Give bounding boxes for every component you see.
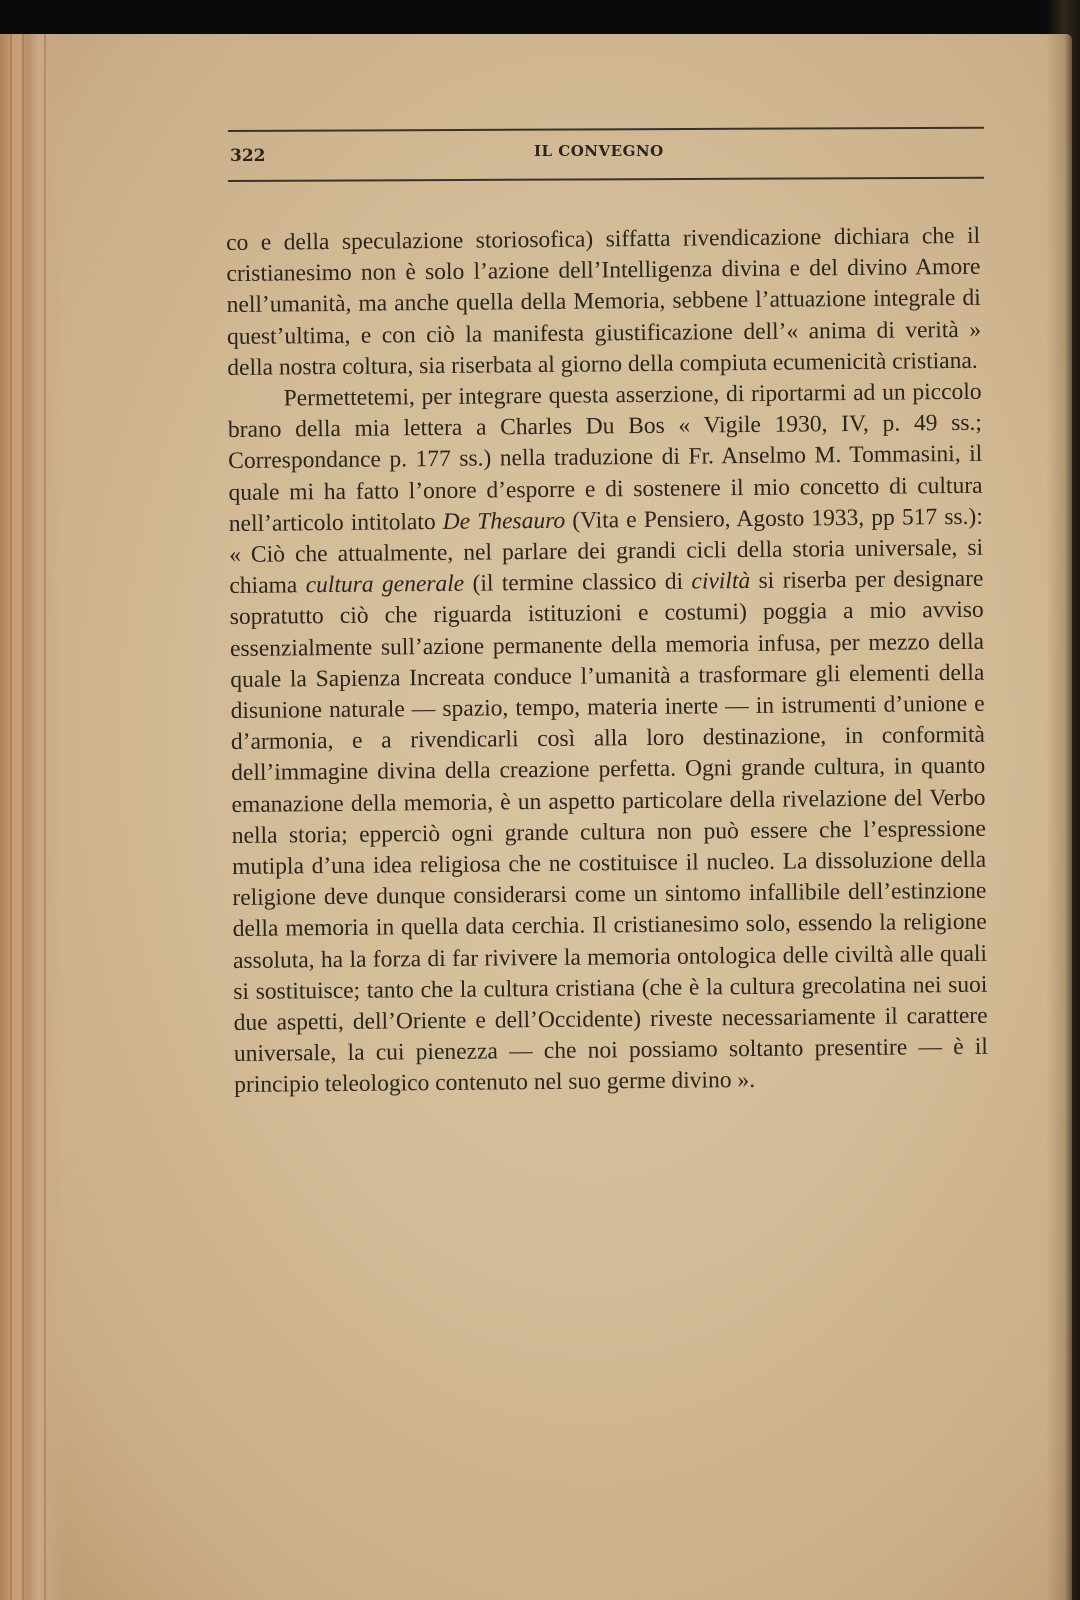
paragraph-2-text-e: (il termine classico di (464, 568, 692, 597)
italic-title-de-thesauro: De Thesauro (442, 507, 566, 535)
page-number: 322 (230, 146, 266, 166)
paragraph-1: co e della speculazione storiosofica) siffatta rivendicazione dichiara che il cristianesimo non è solo l’azione dell’Intelligenza divina e del divino Amore nell’umanità, ma anche quella della Memoria, sebbene l’attuazione integrale di quest’ultima, e con ciò la manifesta giustificazione dell’« anima di verità » della nostra coltura, sia riserbata al giorno della compiuta ecumenicità cristiana. (226, 222, 982, 381)
paragraph-2 (227, 377, 988, 1102)
page-gutter-shadow (1046, 0, 1080, 1600)
running-head: IL CONVEGNO (534, 142, 664, 160)
body-text (226, 221, 988, 1102)
paragraph-2-text-g: si riserba per designare sopratutto ciò che riguarda istituzioni e costumi) poggia a mio avviso essenzialmente sull’azione permanente della memoria infusa, per mezzo della quale la Sapienza Increata conduce l’umanità a trasformare gli elementi della disunione naturale — spazio, tempo, materia inerte — in istrumenti d’unione e d’armonia, e a rivendicarli così alla loro destinazione, in conformità dell’immagine divina della creazione perfetta. Ogni grande cultura, in quanto emanazione della memoria, è un aspetto particolare della rivelazione del Verbo nella storia; epperciò ogni grande cultura non può essere che l’espressione mutipla d’una idea religiosa che ne costituisce il nucleo. La dissoluzione della religione deve dunque considerarsi come un sintomo infallibile dell’estinzione della memoria in quella data cerchia. Il cristianesimo solo, essendo la religione assoluta, ha la forza di far rivivere la memoria ontologica delle civiltà alle quali si sostituisce; tanto che la cultura cristiana (che è la cultura grecolatina nei suoi due aspetti, dell’Oriente e dell’Occidente) riveste necessariamente il carattere universale, la cui pienezza — che noi possiamo soltanto presentire — è il principio teleologico contenuto nel suo germe divino ». (229, 565, 989, 1099)
paragraph-2-text-c: (Vita e Pensiero, Agosto 1933, pp 517 ss.): « Ciò che attualmente, nel parlare dei grandi cicli della storia universale, si chiama (229, 503, 984, 600)
italic-term-cultura-generale: cultura generale (305, 570, 465, 599)
paragraph-2-text-a: Permettetemi, per integrare questa asserzione, di riportarmi ad un piccolo brano della mia lettera a Charles Du Bos « Vigile 1930, IV, p. 49 ss.; Correspondance p. 177 ss.) nella traduzione di Fr. Anselmo M. Tommasini, il quale mi ha fatto l’onore d’esporre e di sostenere il mio concetto di cultura nell’articolo intitolato (227, 378, 983, 537)
italic-term-civilta: civiltà (691, 568, 751, 595)
page-stack-edge (0, 34, 64, 1600)
